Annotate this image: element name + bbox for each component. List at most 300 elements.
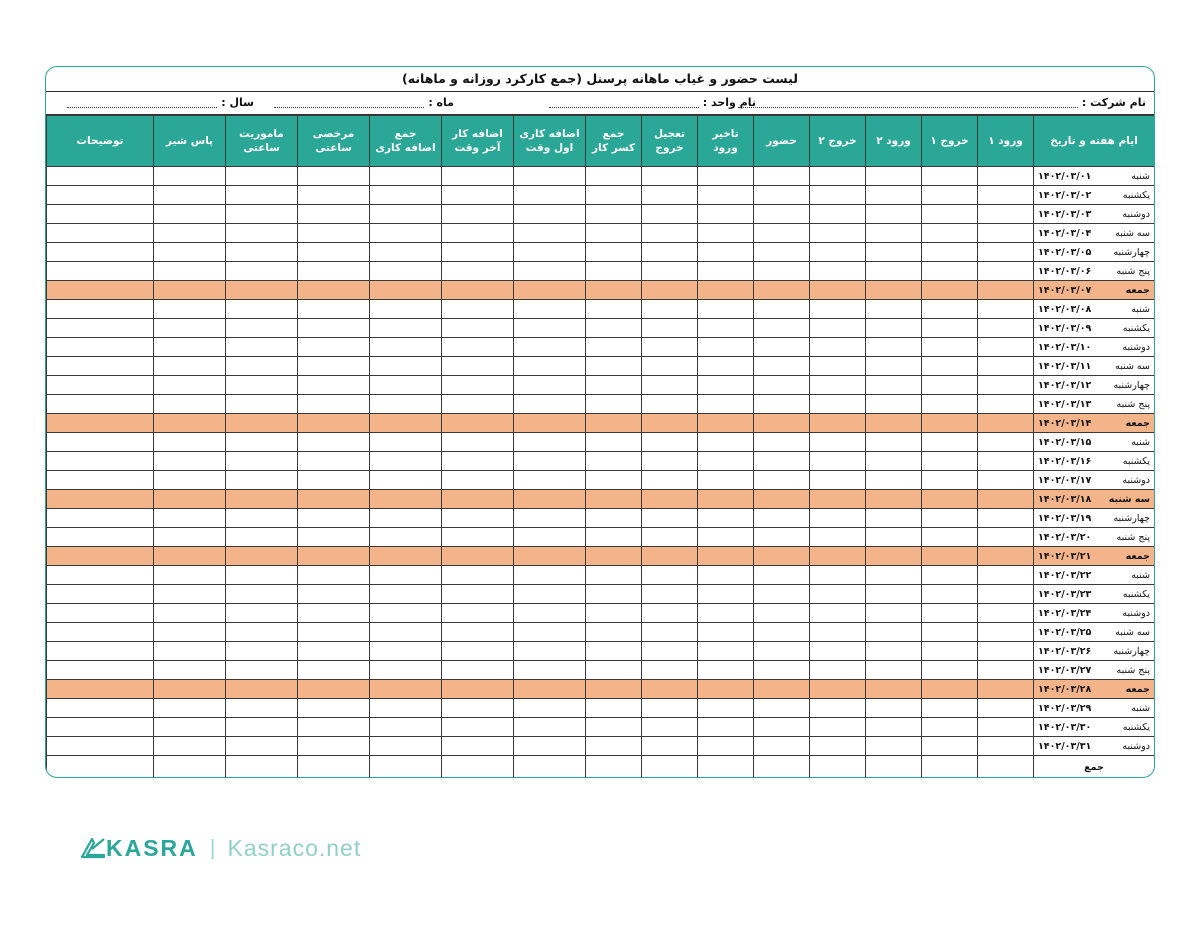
entry-cell[interactable] <box>514 186 586 205</box>
entry-cell[interactable] <box>922 319 978 338</box>
entry-cell[interactable] <box>698 376 754 395</box>
entry-cell[interactable] <box>810 680 866 699</box>
entry-cell[interactable] <box>298 376 370 395</box>
entry-cell[interactable] <box>754 585 810 604</box>
entry-cell[interactable] <box>298 718 370 737</box>
entry-cell[interactable] <box>810 338 866 357</box>
entry-cell[interactable] <box>586 205 642 224</box>
entry-cell[interactable] <box>586 623 642 642</box>
entry-cell[interactable] <box>226 737 298 756</box>
entry-cell[interactable] <box>154 376 226 395</box>
entry-cell[interactable] <box>514 395 586 414</box>
entry-cell[interactable] <box>978 262 1034 281</box>
entry-cell[interactable] <box>370 414 442 433</box>
entry-cell[interactable] <box>298 357 370 376</box>
entry-cell[interactable] <box>922 357 978 376</box>
entry-cell[interactable] <box>642 281 698 300</box>
entry-cell[interactable] <box>226 623 298 642</box>
entry-cell[interactable] <box>866 243 922 262</box>
entry-cell[interactable] <box>586 338 642 357</box>
entry-cell[interactable] <box>698 642 754 661</box>
entry-cell[interactable] <box>47 547 154 566</box>
entry-cell[interactable] <box>154 680 226 699</box>
entry-cell[interactable] <box>810 699 866 718</box>
entry-cell[interactable] <box>978 186 1034 205</box>
entry-cell[interactable] <box>442 661 514 680</box>
entry-cell[interactable] <box>810 357 866 376</box>
entry-cell[interactable] <box>226 357 298 376</box>
entry-cell[interactable] <box>642 433 698 452</box>
entry-cell[interactable] <box>370 300 442 319</box>
entry-cell[interactable] <box>978 490 1034 509</box>
entry-cell[interactable] <box>978 167 1034 186</box>
entry-cell[interactable] <box>154 452 226 471</box>
entry-cell[interactable] <box>810 262 866 281</box>
entry-cell[interactable] <box>642 490 698 509</box>
entry-cell[interactable] <box>810 547 866 566</box>
entry-cell[interactable] <box>47 718 154 737</box>
entry-cell[interactable] <box>154 509 226 528</box>
entry-cell[interactable] <box>866 642 922 661</box>
entry-cell[interactable] <box>442 243 514 262</box>
entry-cell[interactable] <box>586 243 642 262</box>
entry-cell[interactable] <box>47 262 154 281</box>
entry-cell[interactable] <box>47 490 154 509</box>
entry-cell[interactable] <box>226 395 298 414</box>
entry-cell[interactable] <box>47 300 154 319</box>
entry-cell[interactable] <box>586 680 642 699</box>
entry-cell[interactable] <box>442 718 514 737</box>
entry-cell[interactable] <box>642 642 698 661</box>
entry-cell[interactable] <box>226 376 298 395</box>
entry-cell[interactable] <box>810 737 866 756</box>
entry-cell[interactable] <box>370 376 442 395</box>
entry-cell[interactable] <box>586 376 642 395</box>
entry-cell[interactable] <box>754 376 810 395</box>
entry-cell[interactable] <box>370 319 442 338</box>
entry-cell[interactable] <box>226 205 298 224</box>
entry-cell[interactable] <box>226 452 298 471</box>
entry-cell[interactable] <box>442 737 514 756</box>
entry-cell[interactable] <box>514 281 586 300</box>
entry-cell[interactable] <box>642 737 698 756</box>
entry-cell[interactable] <box>922 547 978 566</box>
entry-cell[interactable] <box>810 395 866 414</box>
entry-cell[interactable] <box>642 566 698 585</box>
entry-cell[interactable] <box>810 205 866 224</box>
entry-cell[interactable] <box>866 737 922 756</box>
entry-cell[interactable] <box>866 547 922 566</box>
entry-cell[interactable] <box>370 509 442 528</box>
entry-cell[interactable] <box>642 300 698 319</box>
entry-cell[interactable] <box>298 186 370 205</box>
entry-cell[interactable] <box>154 338 226 357</box>
entry-cell[interactable] <box>298 509 370 528</box>
entry-cell[interactable] <box>978 680 1034 699</box>
entry-cell[interactable] <box>978 281 1034 300</box>
entry-cell[interactable] <box>514 566 586 585</box>
total-cell[interactable] <box>642 756 698 779</box>
entry-cell[interactable] <box>154 300 226 319</box>
entry-cell[interactable] <box>586 642 642 661</box>
entry-cell[interactable] <box>442 680 514 699</box>
entry-cell[interactable] <box>866 205 922 224</box>
entry-cell[interactable] <box>810 300 866 319</box>
entry-cell[interactable] <box>370 528 442 547</box>
entry-cell[interactable] <box>47 205 154 224</box>
entry-cell[interactable] <box>754 395 810 414</box>
entry-cell[interactable] <box>298 262 370 281</box>
entry-cell[interactable] <box>47 357 154 376</box>
entry-cell[interactable] <box>698 585 754 604</box>
entry-cell[interactable] <box>370 167 442 186</box>
entry-cell[interactable] <box>586 262 642 281</box>
entry-cell[interactable] <box>442 490 514 509</box>
entry-cell[interactable] <box>514 642 586 661</box>
entry-cell[interactable] <box>47 452 154 471</box>
entry-cell[interactable] <box>922 699 978 718</box>
entry-cell[interactable] <box>370 205 442 224</box>
year-field[interactable] <box>67 92 254 114</box>
entry-cell[interactable] <box>154 604 226 623</box>
total-cell[interactable] <box>154 756 226 779</box>
entry-cell[interactable] <box>47 224 154 243</box>
entry-cell[interactable] <box>442 604 514 623</box>
entry-cell[interactable] <box>698 281 754 300</box>
entry-cell[interactable] <box>586 395 642 414</box>
entry-cell[interactable] <box>866 585 922 604</box>
entry-cell[interactable] <box>642 661 698 680</box>
entry-cell[interactable] <box>154 319 226 338</box>
entry-cell[interactable] <box>698 205 754 224</box>
entry-cell[interactable] <box>586 433 642 452</box>
entry-cell[interactable] <box>226 262 298 281</box>
entry-cell[interactable] <box>698 547 754 566</box>
entry-cell[interactable] <box>866 680 922 699</box>
entry-cell[interactable] <box>866 699 922 718</box>
entry-cell[interactable] <box>370 243 442 262</box>
entry-cell[interactable] <box>978 661 1034 680</box>
entry-cell[interactable] <box>370 699 442 718</box>
entry-cell[interactable] <box>47 604 154 623</box>
entry-cell[interactable] <box>754 224 810 243</box>
entry-cell[interactable] <box>47 281 154 300</box>
entry-cell[interactable] <box>154 224 226 243</box>
entry-cell[interactable] <box>866 338 922 357</box>
entry-cell[interactable] <box>226 167 298 186</box>
entry-cell[interactable] <box>810 376 866 395</box>
entry-cell[interactable] <box>442 338 514 357</box>
entry-cell[interactable] <box>866 604 922 623</box>
entry-cell[interactable] <box>226 338 298 357</box>
entry-cell[interactable] <box>586 604 642 623</box>
entry-cell[interactable] <box>810 243 866 262</box>
entry-cell[interactable] <box>586 300 642 319</box>
entry-cell[interactable] <box>442 224 514 243</box>
entry-cell[interactable] <box>978 452 1034 471</box>
entry-cell[interactable] <box>866 186 922 205</box>
month-field[interactable] <box>274 92 454 114</box>
entry-cell[interactable] <box>866 167 922 186</box>
entry-cell[interactable] <box>47 414 154 433</box>
entry-cell[interactable] <box>642 547 698 566</box>
entry-cell[interactable] <box>922 205 978 224</box>
entry-cell[interactable] <box>47 680 154 699</box>
entry-cell[interactable] <box>698 338 754 357</box>
entry-cell[interactable] <box>298 167 370 186</box>
entry-cell[interactable] <box>866 357 922 376</box>
total-cell[interactable] <box>298 756 370 779</box>
entry-cell[interactable] <box>866 319 922 338</box>
entry-cell[interactable] <box>586 167 642 186</box>
entry-cell[interactable] <box>698 490 754 509</box>
entry-cell[interactable] <box>978 642 1034 661</box>
entry-cell[interactable] <box>154 262 226 281</box>
entry-cell[interactable] <box>47 585 154 604</box>
entry-cell[interactable] <box>226 186 298 205</box>
entry-cell[interactable] <box>978 338 1034 357</box>
entry-cell[interactable] <box>442 623 514 642</box>
entry-cell[interactable] <box>866 376 922 395</box>
entry-cell[interactable] <box>586 224 642 243</box>
entry-cell[interactable] <box>978 547 1034 566</box>
entry-cell[interactable] <box>586 528 642 547</box>
entry-cell[interactable] <box>754 737 810 756</box>
entry-cell[interactable] <box>922 566 978 585</box>
entry-cell[interactable] <box>866 718 922 737</box>
entry-cell[interactable] <box>754 205 810 224</box>
entry-cell[interactable] <box>922 376 978 395</box>
entry-cell[interactable] <box>586 699 642 718</box>
entry-cell[interactable] <box>298 661 370 680</box>
entry-cell[interactable] <box>370 471 442 490</box>
entry-cell[interactable] <box>922 528 978 547</box>
entry-cell[interactable] <box>642 338 698 357</box>
entry-cell[interactable] <box>586 585 642 604</box>
entry-cell[interactable] <box>154 661 226 680</box>
entry-cell[interactable] <box>754 414 810 433</box>
entry-cell[interactable] <box>642 243 698 262</box>
entry-cell[interactable] <box>866 471 922 490</box>
entry-cell[interactable] <box>514 547 586 566</box>
entry-cell[interactable] <box>866 414 922 433</box>
entry-cell[interactable] <box>978 300 1034 319</box>
entry-cell[interactable] <box>370 623 442 642</box>
entry-cell[interactable] <box>514 167 586 186</box>
entry-cell[interactable] <box>226 604 298 623</box>
entry-cell[interactable] <box>754 566 810 585</box>
entry-cell[interactable] <box>154 737 226 756</box>
entry-cell[interactable] <box>810 224 866 243</box>
entry-cell[interactable] <box>698 604 754 623</box>
entry-cell[interactable] <box>370 604 442 623</box>
entry-cell[interactable] <box>370 566 442 585</box>
entry-cell[interactable] <box>922 433 978 452</box>
entry-cell[interactable] <box>698 224 754 243</box>
month-blank[interactable] <box>274 99 424 108</box>
entry-cell[interactable] <box>226 547 298 566</box>
entry-cell[interactable] <box>370 661 442 680</box>
entry-cell[interactable] <box>47 661 154 680</box>
entry-cell[interactable] <box>226 509 298 528</box>
entry-cell[interactable] <box>514 262 586 281</box>
entry-cell[interactable] <box>642 718 698 737</box>
entry-cell[interactable] <box>810 414 866 433</box>
entry-cell[interactable] <box>298 528 370 547</box>
entry-cell[interactable] <box>866 300 922 319</box>
entry-cell[interactable] <box>514 661 586 680</box>
entry-cell[interactable] <box>154 547 226 566</box>
entry-cell[interactable] <box>370 718 442 737</box>
entry-cell[interactable] <box>298 319 370 338</box>
entry-cell[interactable] <box>642 680 698 699</box>
entry-cell[interactable] <box>298 205 370 224</box>
entry-cell[interactable] <box>866 262 922 281</box>
entry-cell[interactable] <box>298 452 370 471</box>
entry-cell[interactable] <box>442 509 514 528</box>
entry-cell[interactable] <box>922 471 978 490</box>
entry-cell[interactable] <box>754 452 810 471</box>
entry-cell[interactable] <box>698 243 754 262</box>
entry-cell[interactable] <box>810 471 866 490</box>
entry-cell[interactable] <box>47 376 154 395</box>
entry-cell[interactable] <box>370 680 442 699</box>
entry-cell[interactable] <box>978 699 1034 718</box>
entry-cell[interactable] <box>698 414 754 433</box>
entry-cell[interactable] <box>922 186 978 205</box>
entry-cell[interactable] <box>978 623 1034 642</box>
entry-cell[interactable] <box>154 699 226 718</box>
entry-cell[interactable] <box>754 471 810 490</box>
total-cell[interactable] <box>47 756 154 779</box>
entry-cell[interactable] <box>642 376 698 395</box>
entry-cell[interactable] <box>298 414 370 433</box>
entry-cell[interactable] <box>698 433 754 452</box>
entry-cell[interactable] <box>586 490 642 509</box>
entry-cell[interactable] <box>866 395 922 414</box>
entry-cell[interactable] <box>47 699 154 718</box>
entry-cell[interactable] <box>514 357 586 376</box>
entry-cell[interactable] <box>154 718 226 737</box>
entry-cell[interactable] <box>226 699 298 718</box>
entry-cell[interactable] <box>978 357 1034 376</box>
entry-cell[interactable] <box>866 281 922 300</box>
entry-cell[interactable] <box>226 433 298 452</box>
entry-cell[interactable] <box>154 357 226 376</box>
entry-cell[interactable] <box>642 471 698 490</box>
entry-cell[interactable] <box>370 433 442 452</box>
entry-cell[interactable] <box>514 680 586 699</box>
entry-cell[interactable] <box>642 604 698 623</box>
entry-cell[interactable] <box>922 452 978 471</box>
entry-cell[interactable] <box>514 528 586 547</box>
entry-cell[interactable] <box>298 737 370 756</box>
entry-cell[interactable] <box>226 661 298 680</box>
entry-cell[interactable] <box>754 604 810 623</box>
entry-cell[interactable] <box>442 699 514 718</box>
entry-cell[interactable] <box>754 490 810 509</box>
entry-cell[interactable] <box>978 319 1034 338</box>
entry-cell[interactable] <box>370 585 442 604</box>
entry-cell[interactable] <box>754 661 810 680</box>
entry-cell[interactable] <box>514 490 586 509</box>
entry-cell[interactable] <box>442 186 514 205</box>
entry-cell[interactable] <box>642 585 698 604</box>
entry-cell[interactable] <box>866 490 922 509</box>
entry-cell[interactable] <box>47 338 154 357</box>
entry-cell[interactable] <box>698 718 754 737</box>
entry-cell[interactable] <box>586 509 642 528</box>
entry-cell[interactable] <box>226 224 298 243</box>
entry-cell[interactable] <box>154 281 226 300</box>
entry-cell[interactable] <box>47 471 154 490</box>
entry-cell[interactable] <box>226 281 298 300</box>
entry-cell[interactable] <box>514 338 586 357</box>
entry-cell[interactable] <box>154 414 226 433</box>
entry-cell[interactable] <box>514 319 586 338</box>
entry-cell[interactable] <box>298 490 370 509</box>
entry-cell[interactable] <box>810 167 866 186</box>
entry-cell[interactable] <box>922 300 978 319</box>
entry-cell[interactable] <box>298 547 370 566</box>
entry-cell[interactable] <box>586 566 642 585</box>
entry-cell[interactable] <box>698 300 754 319</box>
entry-cell[interactable] <box>642 623 698 642</box>
entry-cell[interactable] <box>298 338 370 357</box>
entry-cell[interactable] <box>698 186 754 205</box>
entry-cell[interactable] <box>586 281 642 300</box>
total-cell[interactable] <box>514 756 586 779</box>
entry-cell[interactable] <box>922 718 978 737</box>
entry-cell[interactable] <box>810 528 866 547</box>
entry-cell[interactable] <box>226 243 298 262</box>
entry-cell[interactable] <box>922 490 978 509</box>
entry-cell[interactable] <box>442 319 514 338</box>
entry-cell[interactable] <box>298 471 370 490</box>
entry-cell[interactable] <box>754 623 810 642</box>
entry-cell[interactable] <box>978 604 1034 623</box>
entry-cell[interactable] <box>586 737 642 756</box>
entry-cell[interactable] <box>698 566 754 585</box>
entry-cell[interactable] <box>922 281 978 300</box>
entry-cell[interactable] <box>978 433 1034 452</box>
entry-cell[interactable] <box>154 433 226 452</box>
entry-cell[interactable] <box>47 243 154 262</box>
entry-cell[interactable] <box>514 205 586 224</box>
entry-cell[interactable] <box>226 414 298 433</box>
entry-cell[interactable] <box>810 604 866 623</box>
entry-cell[interactable] <box>922 167 978 186</box>
entry-cell[interactable] <box>698 167 754 186</box>
entry-cell[interactable] <box>154 243 226 262</box>
entry-cell[interactable] <box>154 585 226 604</box>
entry-cell[interactable] <box>978 376 1034 395</box>
entry-cell[interactable] <box>922 395 978 414</box>
entry-cell[interactable] <box>514 243 586 262</box>
entry-cell[interactable] <box>866 566 922 585</box>
entry-cell[interactable] <box>698 680 754 699</box>
entry-cell[interactable] <box>978 414 1034 433</box>
entry-cell[interactable] <box>754 262 810 281</box>
entry-cell[interactable] <box>698 319 754 338</box>
entry-cell[interactable] <box>586 471 642 490</box>
entry-cell[interactable] <box>47 186 154 205</box>
entry-cell[interactable] <box>922 604 978 623</box>
entry-cell[interactable] <box>754 186 810 205</box>
entry-cell[interactable] <box>922 680 978 699</box>
entry-cell[interactable] <box>226 585 298 604</box>
entry-cell[interactable] <box>810 319 866 338</box>
